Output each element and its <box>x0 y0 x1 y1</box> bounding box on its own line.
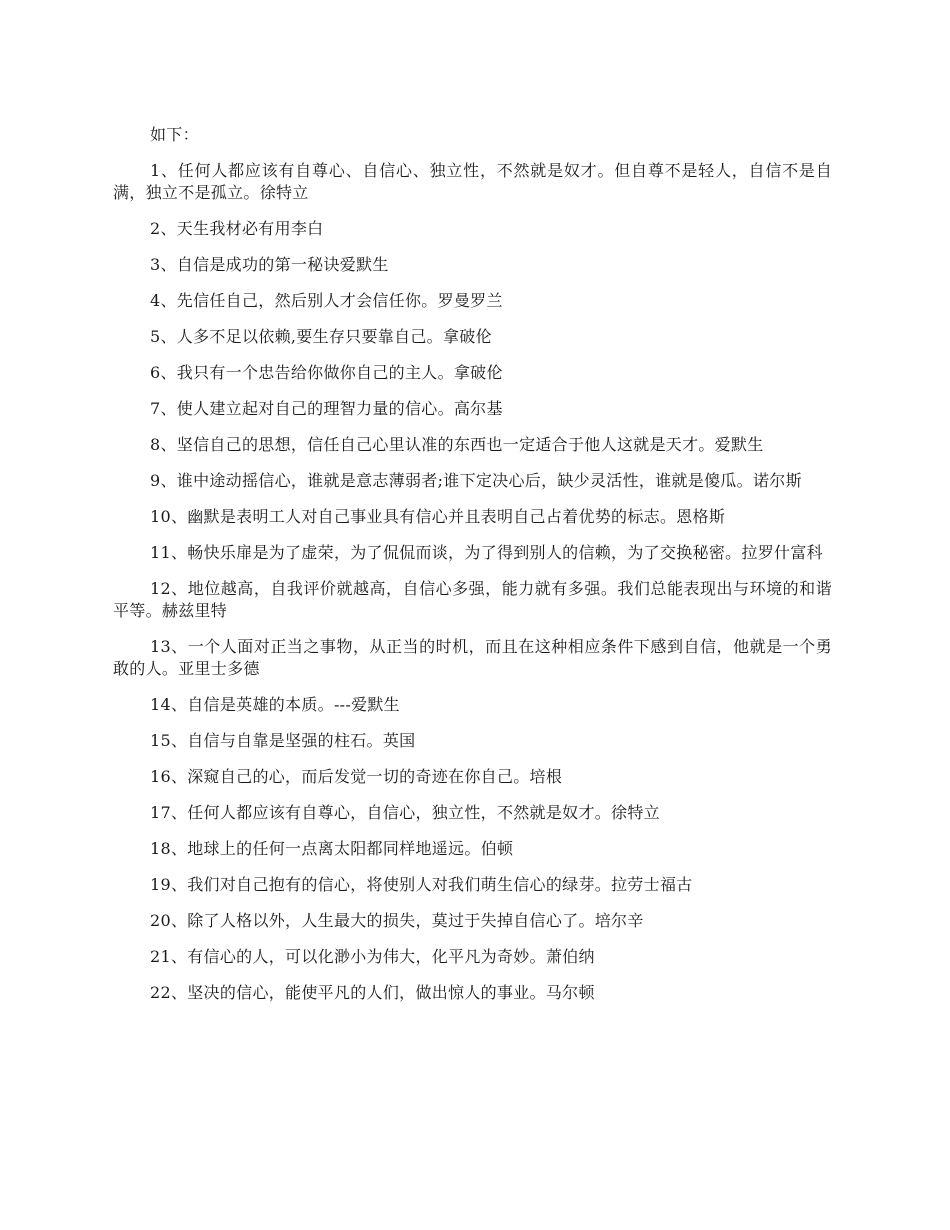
quote-paragraph: 2、天生我材必有用李白 <box>150 219 324 238</box>
quote-paragraph: 22、坚决的信心，能使平凡的人们，做出惊人的事业。马尔顿 <box>150 983 595 1002</box>
quote-paragraph: 11、畅快乐扉是为了虚荣，为了侃侃而谈，为了得到别人的信赖，为了交换秘密。拉罗什富科 <box>150 543 823 562</box>
quote-paragraph: 8、坚信自己的思想，信任自己心里认准的东西也一定适合于他人这就是天才。爱默生 <box>150 435 764 454</box>
document-body <box>113 124 832 1018</box>
quote-paragraph: 3、自信是成功的第一秘诀爱默生 <box>150 255 389 274</box>
quote-paragraph: 10、幽默是表明工人对自己事业具有信心并且表明自己占着优势的标志。恩格斯 <box>150 507 726 526</box>
quote-paragraph: 18、地球上的任何一点离太阳都同样地遥远。伯顿 <box>150 839 514 858</box>
quote-paragraph: 4、先信任自己，然后别人才会信任你。罗曼罗兰 <box>150 291 503 310</box>
quote-paragraph: 17、任何人都应该有自尊心，自信心，独立性，不然就是奴才。徐特立 <box>150 803 660 822</box>
quote-paragraph: 21、有信心的人，可以化渺小为伟大，化平凡为奇妙。萧伯纳 <box>150 947 595 966</box>
quote-paragraph: 15、自信与自靠是坚强的柱石。英国 <box>150 731 416 750</box>
quote-paragraph: 13、一个人面对正当之事物，从正当的时机，而且在这种相应条件下感到自信，他就是一个勇敢的人。亚里士多德 <box>113 637 832 678</box>
quote-paragraph: 1、任何人都应该有自尊心、自信心、独立性，不然就是奴才。但自尊不是轻人，自信不是自满，独立不是孤立。徐特立 <box>113 161 832 202</box>
quote-paragraph: 5、人多不足以依赖,要生存只要靠自己。拿破伦 <box>150 327 492 346</box>
quote-paragraph: 16、深窥自己的心，而后发觉一切的奇迹在你自己。培根 <box>150 767 563 786</box>
quote-paragraph: 12、地位越高，自我评价就越高，自信心多强，能力就有多强。我们总能表现出与环境的和谐平等。赫兹里特 <box>113 579 832 620</box>
quote-paragraph: 20、除了人格以外，人生最大的损失，莫过于失掉自信心了。培尔辛 <box>150 911 644 930</box>
quote-paragraph: 6、我只有一个忠告给你做你自己的主人。拿破伦 <box>150 363 503 382</box>
quote-paragraph: 7、使人建立起对自己的理智力量的信心。高尔基 <box>150 399 503 418</box>
intro-paragraph: 如下： <box>150 125 199 144</box>
quote-paragraph: 9、谁中途动摇信心，谁就是意志薄弱者;谁下定决心后，缺少灵活性，谁就是傻瓜。诺尔斯 <box>150 471 802 490</box>
quote-paragraph: 14、自信是英雄的本质。---爱默生 <box>150 695 400 714</box>
quote-paragraph: 19、我们对自己抱有的信心，将使别人对我们萌生信心的绿芽。拉劳士福古 <box>150 875 693 894</box>
